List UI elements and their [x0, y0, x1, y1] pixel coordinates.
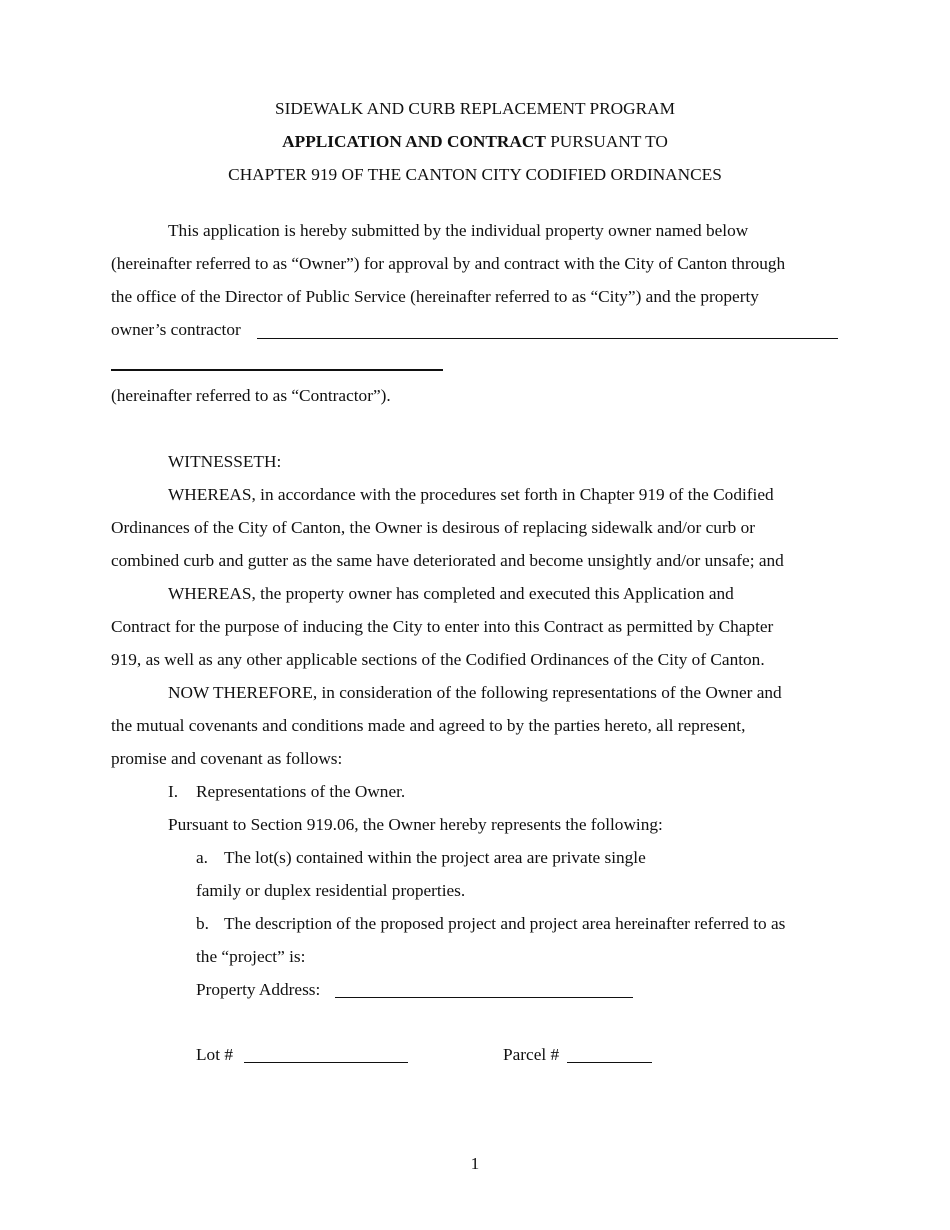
witnesseth-heading: WITNESSETH:: [168, 452, 282, 471]
therefore-line-3: promise and covenant as follows:: [111, 749, 343, 768]
section-1-intro: Pursuant to Section 919.06, the Owner hereby represents the following:: [168, 815, 663, 834]
intro-line-4: owner’s contractor: [111, 320, 241, 339]
parcel-label: Parcel #: [503, 1045, 560, 1064]
item-b-line-2: the “project” is:: [196, 947, 306, 966]
whereas1-line-2: Ordinances of the City of Canton, the Owner is desirous of replacing sidewalk and/or curb or: [111, 518, 756, 537]
property-address-field[interactable]: [335, 997, 633, 998]
contractor-name-field[interactable]: [257, 338, 838, 339]
page-number: 1: [470, 1154, 480, 1173]
intro-line-2: (hereinafter referred to as “Owner”) for approval by and contract with the City of Canton through: [111, 254, 786, 273]
title-line-1: SIDEWALK AND CURB REPLACEMENT PROGRAM: [274, 99, 676, 118]
intro-line-1: This application is hereby submitted by the individual property owner named below: [168, 221, 749, 240]
therefore-line-1: NOW THEREFORE, in consideration of the following representations of the Owner and: [168, 683, 782, 702]
item-b-marker: b.: [196, 914, 209, 933]
item-b-line-1: The description of the proposed project and project area hereinafter referred to as: [224, 914, 786, 933]
lot-label: Lot #: [196, 1045, 233, 1064]
property-address-label: Property Address:: [196, 980, 321, 999]
title-line-2-rest: PURSUANT TO: [545, 132, 668, 151]
title-line-2-bold: APPLICATION AND CONTRACT: [282, 132, 546, 151]
intro-line-5: (hereinafter referred to as “Contractor”).: [111, 386, 391, 405]
title-line-2: [0, 133, 950, 150]
whereas2-line-3: 919, as well as any other applicable sections of the Codified Ordinances of the City of Canton.: [111, 650, 765, 669]
contractor-name-field-continuation[interactable]: [111, 369, 443, 371]
whereas2-line-2: Contract for the purpose of inducing the City to enter into this Contract as permitted by Chapter: [111, 617, 774, 636]
item-a-line-1: The lot(s) contained within the project area are private single: [224, 848, 646, 867]
whereas2-line-1: WHEREAS, the property owner has completed and executed this Application and: [168, 584, 734, 603]
section-1-title: Representations of the Owner.: [196, 782, 406, 801]
parcel-number-field[interactable]: [567, 1062, 652, 1063]
item-a-marker: a.: [196, 848, 208, 867]
lot-number-field[interactable]: [244, 1062, 408, 1063]
section-1-number: I.: [168, 782, 179, 801]
title-line-3: CHAPTER 919 OF THE CANTON CITY CODIFIED ORDINANCES: [228, 165, 722, 184]
whereas1-line-3: combined curb and gutter as the same have deteriorated and become unsightly and/or unsafe; and: [111, 551, 784, 570]
item-a-line-2: family or duplex residential properties.: [196, 881, 466, 900]
intro-line-3: the office of the Director of Public Service (hereinafter referred to as “City”) and the property: [111, 287, 759, 306]
therefore-line-2: the mutual covenants and conditions made and agreed to by the parties hereto, all represent,: [111, 716, 746, 735]
whereas1-line-1: WHEREAS, in accordance with the procedures set forth in Chapter 919 of the Codified: [168, 485, 774, 504]
